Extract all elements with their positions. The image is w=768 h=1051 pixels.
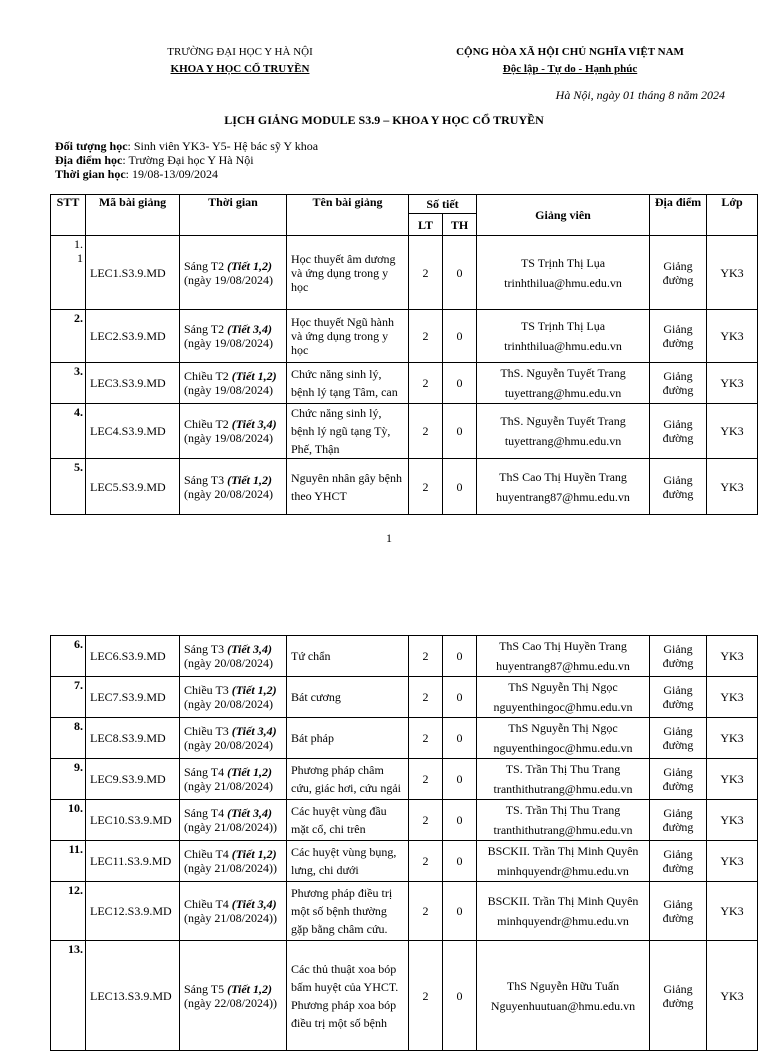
table-row — [51, 841, 758, 882]
row-stt: 9. — [51, 759, 86, 800]
row-lecturer — [477, 636, 650, 677]
table-row — [51, 310, 758, 363]
row-session: Chiều T3 — [184, 683, 232, 697]
row-code: LEC7.S3.9.MD — [86, 677, 180, 718]
row-day: (ngày 20/08/2024) — [184, 486, 273, 501]
row-lt: 2 — [409, 759, 443, 800]
row-lecturer — [477, 941, 650, 1051]
row-lecture-name: Các huyệt vùng đầu mặt cổ, chi trên — [287, 800, 409, 841]
row-code: LEC8.S3.9.MD — [86, 718, 180, 759]
lecturer-name: ThS Nguyễn Hữu Tuấn — [506, 978, 620, 993]
lecturer-email: Nguyenhuutuan@hmu.edu.vn — [490, 998, 636, 1013]
row-class: YK3 — [707, 882, 758, 941]
row-day: (ngày 20/08/2024) — [184, 697, 273, 711]
row-lt: 2 — [409, 310, 443, 363]
lecturer-email: minhquyendr@hmu.edu.vn — [497, 864, 629, 878]
row-location: Giảng đường — [650, 459, 707, 515]
lecturer-email: tuyettrang@hmu.edu.vn — [504, 386, 622, 400]
row-class: YK3 — [707, 636, 758, 677]
row-day: (ngày 20/08/2024) — [184, 656, 273, 670]
row-stt: 3. — [51, 363, 86, 404]
national-motto: Độc lập - Tự do - Hạnh phúc — [502, 63, 638, 75]
row-location: Giảng đường — [650, 718, 707, 759]
time-value: : 19/08-13/09/2024 — [125, 167, 219, 181]
col-th: TH — [443, 214, 477, 236]
row-stt: 4. — [51, 404, 86, 459]
university-name: TRƯỜNG ĐẠI HỌC Y HÀ NỘI — [167, 46, 313, 58]
row-day: (ngày 21/08/2024)) — [184, 861, 277, 875]
col-code: Mã bài giảng — [86, 195, 180, 236]
row-lecture-name: Học thuyết âm dương và ứng dụng trong y học — [287, 236, 409, 310]
row-lt: 2 — [409, 718, 443, 759]
row-lt: 2 — [409, 841, 443, 882]
row-lecturer — [477, 800, 650, 841]
place-value: : Trường Đại học Y Hà Nội — [122, 153, 254, 167]
row-location: Giảng đường — [650, 404, 707, 459]
target-label: Đối tượng học — [55, 139, 128, 153]
row-lt: 2 — [409, 677, 443, 718]
row-lecture-name: Tứ chẩn — [287, 636, 409, 677]
lecturer-name: TS Trịnh Thị Lụa — [520, 319, 606, 333]
row-location: Giảng đường — [650, 800, 707, 841]
row-lecturer — [477, 310, 650, 363]
row-location: Giảng đường — [650, 677, 707, 718]
row-session: Chiều T4 — [184, 897, 232, 911]
row-period: (Tiết 3,4) — [227, 642, 272, 656]
row-th: 0 — [443, 841, 477, 882]
issuer-block — [140, 44, 340, 78]
table-row — [51, 636, 758, 677]
table-row — [51, 404, 758, 459]
row-lecturer — [477, 718, 650, 759]
row-session: Chiều T4 — [184, 847, 232, 861]
row-th: 0 — [443, 310, 477, 363]
row-th: 0 — [443, 882, 477, 941]
lecturer-email: tranthithutrang@hmu.edu.vn — [493, 823, 633, 837]
col-location: Địa điểm — [650, 195, 707, 236]
row-lecture-name: Chức năng sinh lý, bệnh lý ngũ tạng Tỳ, Phế, Thận — [287, 404, 409, 459]
row-class: YK3 — [707, 841, 758, 882]
schedule-table-page1 — [50, 194, 758, 515]
row-period: (Tiết 1,2) — [231, 683, 277, 697]
table-row — [51, 236, 758, 310]
row-stt: 2. — [51, 310, 86, 363]
lecturer-name: ThS Nguyễn Thị Ngọc — [508, 680, 618, 694]
row-th: 0 — [443, 404, 477, 459]
place-label: Địa điểm học — [55, 153, 123, 167]
row-th: 0 — [443, 941, 477, 1051]
row-lt: 2 — [409, 882, 443, 941]
row-period: (Tiết 3,4) — [227, 322, 272, 336]
row-time — [180, 718, 287, 759]
row-time — [180, 800, 287, 841]
row-stt: 11. — [51, 841, 86, 882]
schedule-rows-page2 — [51, 636, 758, 1051]
row-lecturer — [477, 841, 650, 882]
row-th: 0 — [443, 800, 477, 841]
row-stt: 13. — [51, 941, 86, 1051]
lecturer-email: huyentrang87@hmu.edu.vn — [496, 489, 630, 504]
lecturer-name: TS. Trần Thị Thu Trang — [505, 803, 621, 817]
row-period: (Tiết 1,2) — [227, 981, 272, 996]
row-time — [180, 363, 287, 404]
row-session: Sáng T5 — [184, 981, 228, 996]
row-time — [180, 759, 287, 800]
row-th: 0 — [443, 459, 477, 515]
row-session: Sáng T4 — [184, 806, 228, 820]
row-code: LEC12.S3.9.MD — [86, 882, 180, 941]
row-code: LEC6.S3.9.MD — [86, 636, 180, 677]
row-location: Giảng đường — [650, 759, 707, 800]
row-stt: 12. — [51, 882, 86, 941]
row-lecture-name: Chức năng sinh lý, bệnh lý tạng Tâm, can — [287, 363, 409, 404]
target-value: : Sinh viên YK3- Y5- Hệ bác sỹ Y khoa — [127, 139, 319, 153]
row-period: (Tiết 3,4) — [231, 417, 277, 431]
row-lecture-name: Các huyệt vùng bụng, lưng, chi dưới — [287, 841, 409, 882]
row-session: Sáng T4 — [184, 765, 228, 779]
row-class: YK3 — [707, 800, 758, 841]
lecturer-name: ThS. Nguyễn Tuyết Trang — [500, 366, 626, 380]
row-location: Giảng đường — [650, 636, 707, 677]
row-th: 0 — [443, 677, 477, 718]
table-row — [51, 718, 758, 759]
row-class: YK3 — [707, 677, 758, 718]
lecturer-name: TS. Trần Thị Thu Trang — [505, 762, 621, 776]
table-row — [51, 363, 758, 404]
row-lecture-name: Phương pháp điều trị một số bệnh thường gặp bằng châm cứu. — [287, 882, 409, 941]
row-location: Giảng đường — [650, 941, 707, 1051]
row-lecture-name: Phương pháp châm cứu, giác hơi, cứu ngải — [287, 759, 409, 800]
lecturer-name: TS Trịnh Thị Lụa — [520, 255, 606, 270]
row-lecture-name: Học thuyết Ngũ hành và ứng dụng trong y học — [287, 310, 409, 363]
row-session: Chiều T2 — [184, 417, 232, 431]
row-day: (ngày 21/08/2024) — [184, 779, 273, 793]
row-code: LEC2.S3.9.MD — [86, 310, 180, 363]
col-hours: Số tiết — [409, 195, 477, 214]
row-class: YK3 — [707, 759, 758, 800]
table-row — [51, 882, 758, 941]
table-row — [51, 759, 758, 800]
row-code: LEC4.S3.9.MD — [86, 404, 180, 459]
row-time — [180, 310, 287, 363]
row-day: (ngày 20/08/2024) — [184, 738, 273, 752]
row-day: (ngày 19/08/2024) — [184, 383, 273, 397]
target-line — [55, 139, 318, 153]
row-code: LEC11.S3.9.MD — [86, 841, 180, 882]
row-period: (Tiết 1,2) — [227, 258, 272, 273]
row-class: YK3 — [707, 718, 758, 759]
lecturer-name: ThS. Nguyễn Tuyết Trang — [500, 414, 626, 428]
lecturer-email: minhquyendr@hmu.edu.vn — [497, 914, 629, 928]
row-lt: 2 — [409, 941, 443, 1051]
col-class: Lớp — [707, 195, 758, 236]
row-day: (ngày 19/08/2024) — [184, 431, 273, 445]
row-location: Giảng đường — [650, 363, 707, 404]
lecturer-name: ThS Cao Thị Huyền Trang — [499, 639, 627, 653]
row-code: LEC3.S3.9.MD — [86, 363, 180, 404]
row-lecturer — [477, 677, 650, 718]
row-time — [180, 404, 287, 459]
row-time — [180, 882, 287, 941]
row-session: Chiều T3 — [184, 724, 232, 738]
schedule-rows-page1 — [51, 236, 758, 515]
row-class: YK3 — [707, 404, 758, 459]
row-stt: 8. — [51, 718, 86, 759]
lecturer-email: nguyenthingoc@hmu.edu.vn — [493, 741, 633, 755]
row-location: Giảng đường — [650, 236, 707, 310]
row-time — [180, 636, 287, 677]
table-row — [51, 800, 758, 841]
row-lt: 2 — [409, 800, 443, 841]
row-session: Sáng T2 — [184, 322, 228, 336]
row-th: 0 — [443, 636, 477, 677]
col-time: Thời gian — [180, 195, 287, 236]
row-stt: 1. 1 — [51, 236, 86, 310]
row-day: (ngày 21/08/2024)) — [184, 911, 277, 925]
row-code: LEC13.S3.9.MD — [86, 941, 180, 1051]
row-day: (ngày 19/08/2024) — [184, 336, 273, 350]
row-lt: 2 — [409, 236, 443, 310]
row-lecture-name: Các thủ thuật xoa bóp bấm huyệt của YHCT. Phương pháp xoa bóp điều trị một số bệnh — [287, 941, 409, 1051]
row-time — [180, 841, 287, 882]
row-period: (Tiết 3,4) — [231, 724, 277, 738]
row-lecturer — [477, 236, 650, 310]
row-class: YK3 — [707, 459, 758, 515]
row-location: Giảng đường — [650, 882, 707, 941]
row-class: YK3 — [707, 941, 758, 1051]
course-info — [55, 139, 318, 181]
row-stt: 6. — [51, 636, 86, 677]
row-lecturer — [477, 759, 650, 800]
row-day: (ngày 19/08/2024) — [184, 272, 273, 287]
row-period: (Tiết 1,2) — [231, 847, 277, 861]
row-day: (ngày 21/08/2024)) — [184, 820, 277, 834]
lecturer-name: BSCKII. Trần Thị Minh Quyên — [487, 894, 639, 908]
row-th: 0 — [443, 363, 477, 404]
row-time — [180, 677, 287, 718]
row-day: (ngày 22/08/2024)) — [184, 995, 277, 1010]
faculty-name: KHOA Y HỌC CỔ TRUYỀN — [170, 63, 310, 75]
row-session: Sáng T3 — [184, 642, 228, 656]
row-lt: 2 — [409, 636, 443, 677]
lecturer-email: huyentrang87@hmu.edu.vn — [496, 659, 630, 673]
row-period: (Tiết 1,2) — [227, 472, 272, 487]
col-lt: LT — [409, 214, 443, 236]
lecturer-name: ThS Nguyễn Thị Ngọc — [508, 721, 618, 735]
republic-name: CỘNG HÒA XÃ HỘI CHỦ NGHĨA VIỆT NAM — [456, 46, 684, 58]
issue-date: Hà Nội, ngày 01 tháng 8 năm 2024 — [555, 88, 725, 102]
row-code: LEC9.S3.9.MD — [86, 759, 180, 800]
lecturer-email: trinhthilua@hmu.edu.vn — [504, 339, 622, 353]
schedule-table-page2 — [50, 635, 758, 1051]
document-title: LỊCH GIẢNG MODULE S3.9 – KHOA Y HỌC CỔ TRUYỀN — [224, 113, 544, 127]
national-block — [420, 44, 720, 78]
row-th: 0 — [443, 236, 477, 310]
row-lecturer — [477, 882, 650, 941]
row-lecture-name: Bát cương — [287, 677, 409, 718]
row-stt: 7. — [51, 677, 86, 718]
row-time — [180, 236, 287, 310]
row-session: Sáng T3 — [184, 472, 228, 487]
lecturer-email: tranthithutrang@hmu.edu.vn — [493, 782, 633, 796]
col-stt: STT — [51, 195, 86, 236]
row-location: Giảng đường — [650, 310, 707, 363]
row-lecturer — [477, 404, 650, 459]
row-th: 0 — [443, 759, 477, 800]
row-time — [180, 459, 287, 515]
place-line — [55, 153, 318, 167]
row-location: Giảng đường — [650, 841, 707, 882]
row-period: (Tiết 1,2) — [231, 369, 277, 383]
col-lecturer: Giảng viên — [477, 195, 650, 236]
lecturer-email: trinhthilua@hmu.edu.vn — [504, 275, 622, 290]
table-row — [51, 941, 758, 1051]
row-session: Chiều T2 — [184, 369, 232, 383]
lecturer-name: BSCKII. Trần Thị Minh Quyên — [487, 844, 639, 858]
row-lt: 2 — [409, 363, 443, 404]
row-period: (Tiết 3,4) — [231, 897, 277, 911]
time-line — [55, 167, 318, 181]
row-stt: 10. — [51, 800, 86, 841]
lecturer-name: ThS Cao Thị Huyền Trang — [499, 469, 627, 484]
row-code: LEC10.S3.9.MD — [86, 800, 180, 841]
row-code: LEC5.S3.9.MD — [86, 459, 180, 515]
row-period: (Tiết 3,4) — [227, 806, 272, 820]
row-lt: 2 — [409, 459, 443, 515]
row-class: YK3 — [707, 310, 758, 363]
row-stt: 5. — [51, 459, 86, 515]
row-time — [180, 941, 287, 1051]
row-lecture-name: Bát pháp — [287, 718, 409, 759]
time-label: Thời gian học — [55, 167, 126, 181]
table-row — [51, 459, 758, 515]
row-session: Sáng T2 — [184, 258, 228, 273]
row-code: LEC1.S3.9.MD — [86, 236, 180, 310]
row-lecture-name: Nguyên nhân gây bệnh theo YHCT — [287, 459, 409, 515]
row-th: 0 — [443, 718, 477, 759]
row-period: (Tiết 1,2) — [227, 765, 272, 779]
lecturer-email: nguyenthingoc@hmu.edu.vn — [493, 700, 633, 714]
col-name: Tên bài giảng — [287, 195, 409, 236]
row-class: YK3 — [707, 236, 758, 310]
table-row — [51, 677, 758, 718]
row-lecturer — [477, 363, 650, 404]
page-number: 1 — [386, 531, 392, 545]
row-class: YK3 — [707, 363, 758, 404]
row-lt: 2 — [409, 404, 443, 459]
lecturer-email: tuyettrang@hmu.edu.vn — [504, 434, 622, 448]
row-lecturer — [477, 459, 650, 515]
